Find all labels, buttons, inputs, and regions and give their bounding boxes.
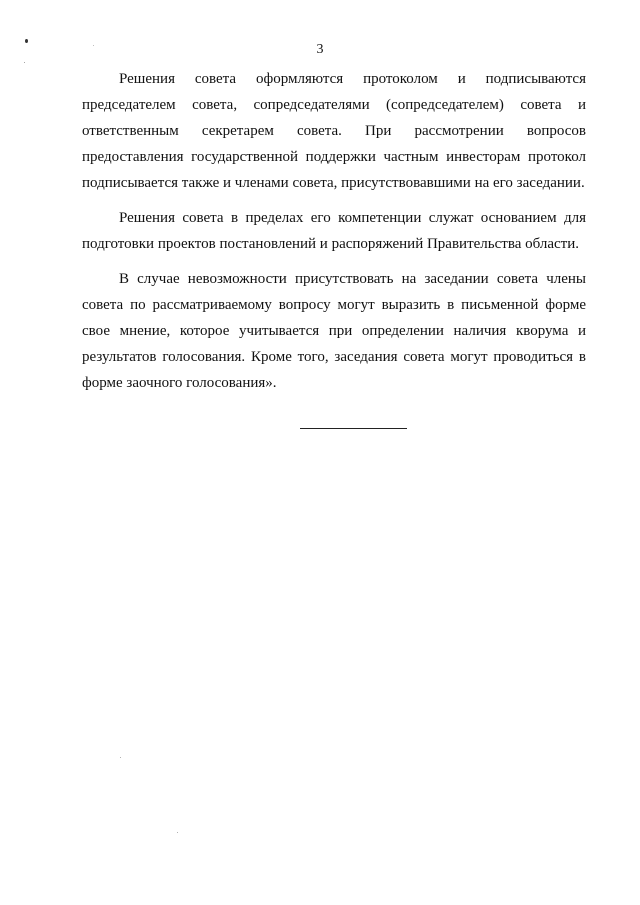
paragraph-written-opinion: В случае невозможности присутствовать на заседании совета члены совета по рассматриваемому вопросу могут выразить в письменной форме свое мнение, которое учитывается при определении наличия кворума и результатов голосования. Кроме того, заседания совета могут проводиться в форме заочного голосования».: [82, 271, 586, 391]
closing-divider-line: [300, 428, 407, 429]
document-body: [82, 66, 586, 405]
page-number: 3: [316, 42, 324, 57]
paragraph-decisions-basis: Решения совета в пределах его компетенции служат основанием для подготовки проектов постановлений и распоряжений Правительства области.: [82, 210, 586, 252]
scan-speck: [120, 757, 121, 758]
scan-speck: [24, 62, 25, 63]
paragraph-protocol-signing: Решения совета оформляются протоколом и подписываются председателем совета, сопредседателями (сопредседателем) совета и ответственным секретарем совета. При рассмотрении вопросов предоставления государственной поддержки частным инвесторам протокол подписывается также и членами совета, присутствовавшими на его заседании.: [82, 71, 586, 191]
scan-speck: [177, 832, 178, 833]
